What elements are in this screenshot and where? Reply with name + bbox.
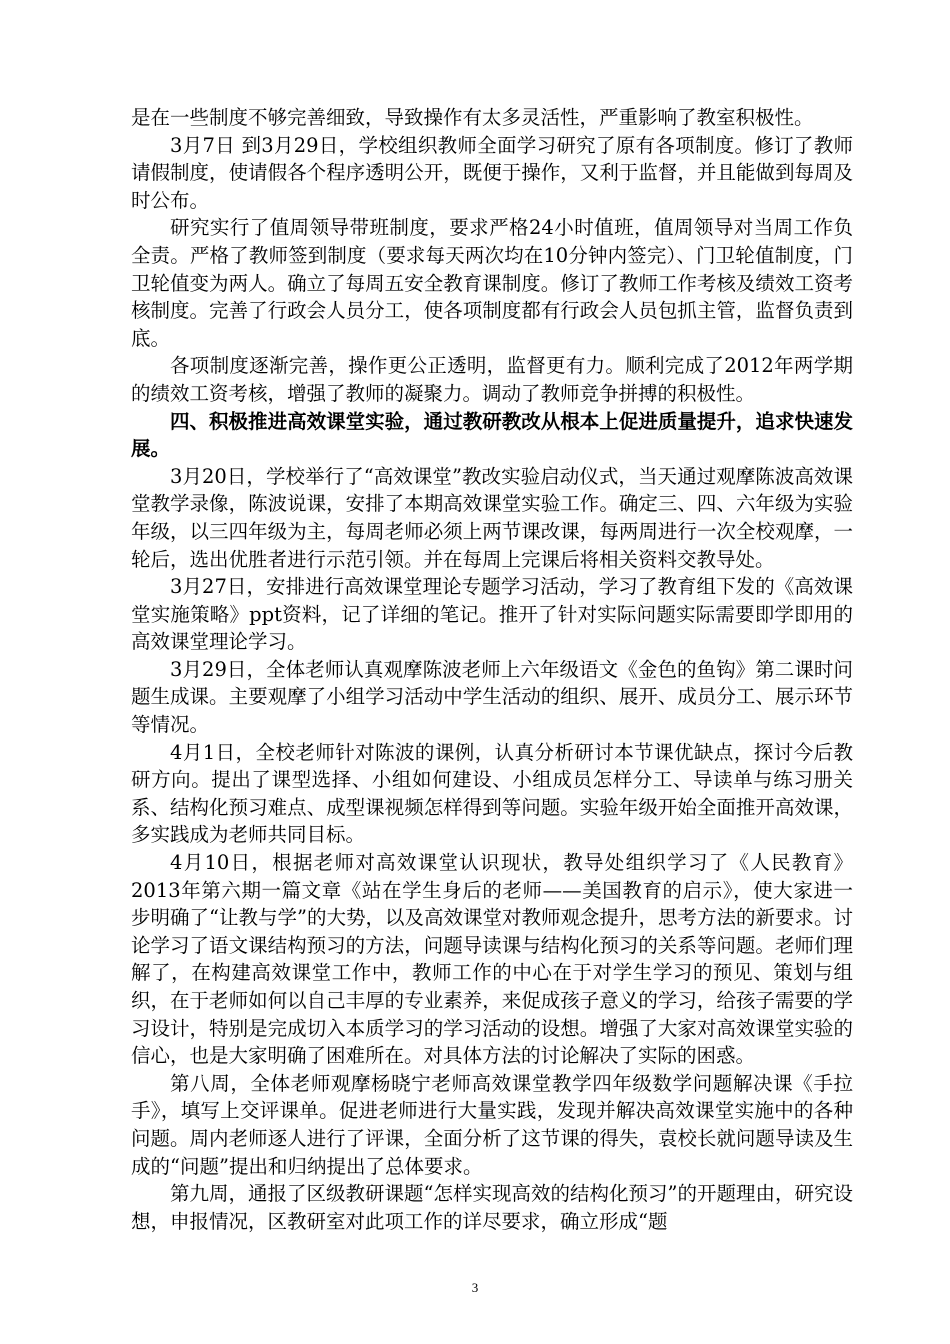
paragraph-3: 研究实行了值周领导带班制度，要求严格24小时值班，值周领导对当周工作负全责。严格了教师签到制度（要求每天两次均在10分钟内签完）、门卫轮值制度，门卫轮值变为两人。确立了每周五安全教育课制度。修订了教师工作考核及绩效工资考核制度。完善了行政会人员分工，使各项制度都有行政会人员包抓主管，监督负责到底。 — [131, 216, 853, 350]
paragraph-1: 是在一些制度不够完善细致，导致操作有太多灵活性，严重影响了教室积极性。 — [131, 106, 814, 129]
paragraph-7: 3月29日，全体老师认真观摩陈波老师上六年级语文《金色的鱼钩》第二课时问题生成课。主要观摩了小组学习活动中学生活动的组织、展开、成员分工、展示环节等情况。 — [131, 657, 853, 737]
paragraph-6: 3月27日，安排进行高效课堂理论专题学习活动，学习了教育组下发的《高效课堂实施策略》ppt资料，记了详细的笔记。推开了针对实际问题实际需要即学即用的高效课堂理论学习。 — [131, 575, 853, 654]
paragraph-11: 第九周，通报了区级教研课题“怎样实现高效的结构化预习”的开题理由，研究设想，申报情况，区教研室对此项工作的详尽要求，确立形成“题 — [131, 1182, 853, 1233]
paragraph-10: 第八周，全体老师观摩杨晓宁老师高效课堂教学四年级数学问题解决课《手拉手》，填写上交评课单。促进老师进行大量实践，发现并解决高效课堂实施中的各种问题。周内老师逐人进行了评课，全面分析了这节课的得失，袁校长就问题导读及生成的“问题”提出和归纳提出了总体要求。 — [131, 1071, 853, 1178]
paragraph-9: 4月10日，根据老师对高效课堂认识现状，教导处组织学习了《人民教育》2013年第六期一篇文章《站在学生身后的老师——美国教育的启示》，使大家进一步明确了“让教与学”的大势，以及高效课堂对教师观念提升，思考方法的新要求。讨论学习了语文课结构预习的方法，问题导读课与结构化预习的关系等问题。老师们理解了，在构建高效课堂工作中，教师工作的中心在于对学生学习的预见、策划与组织，在于老师如何以自己丰厚的专业素养，来促成孩子意义的学习，给孩子需要的学习设计，特别是完成切入本质学习的学习活动的设想。增强了大家对高效课堂实验的信心，也是大家明确了困难所在。对具体方法的讨论解决了实际的困惑。 — [131, 851, 853, 1068]
paragraph-4: 各项制度逐渐完善，操作更公正透明，监督更有力。顺利完成了2012年两学期的绩效工资考核，增强了教师的凝聚力。调动了教师竞争拼搏的积极性。 — [131, 354, 853, 405]
page-number: 3 — [471, 1280, 479, 1295]
paragraph-8: 4月1日，全校老师针对陈波的课例，认真分析研讨本节课优缺点，探讨今后教研方向。提出了课型选择、小组如何建设、小组成员怎样分工、导读单与练习册关系、结构化预习难点、成型课视频怎样得到等问题。实验年级开始全面推开高效课， 多实践成为老师共同目标。 — [131, 740, 853, 847]
paragraph-2: 3月7日 到3月29日，学校组织教师全面学习研究了原有各项制度。修订了教师请假制度，使请假各个程序透明公开，既便于操作，又利于监督，并且能做到每周及时公布。 — [131, 133, 853, 212]
section-heading: 四、积极推进高效课堂实验，通过教研教改从根本上促进质量提升，追求快速发展。 — [131, 409, 853, 461]
paragraph-5: 3月20日，学校举行了“高效课堂”教改实验启动仪式，当天通过观摩陈波高效课堂教学录像，陈波说课，安排了本期高效课堂实验工作。确定三、四、六年级为实验年级，以三四年级为主，每周老师必须上两节课改课，每两周进行一次全校观摩，一轮后，选出优胜者进行示范引领。并在每周上完课后将相关资料交教导处。 — [131, 464, 853, 571]
document-body — [131, 104, 853, 1235]
